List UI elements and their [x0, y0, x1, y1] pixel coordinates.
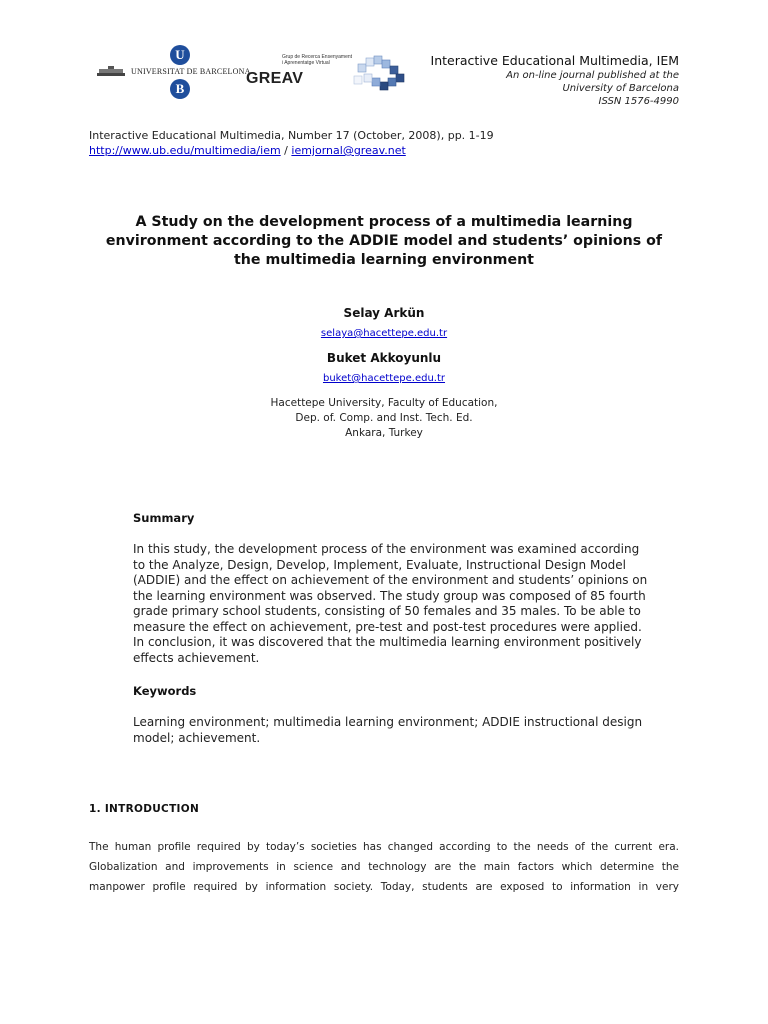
summary-heading: Summary	[133, 511, 195, 525]
citation-line: Interactive Educational Multimedia, Number 17 (October, 2008), pp. 1-19	[89, 129, 494, 142]
introduction-text: The human profile required by today’s societies has changed according to the needs of the current era. Globalization and improvements in science and technology are the main factors which determine the manpower profile required by information society. Today, students are exposed to information in very	[89, 841, 679, 893]
author-2	[0, 350, 768, 385]
greav-logo: GREAV	[246, 70, 304, 87]
author-email-link[interactable]: selaya@hacettepe.edu.tr	[320, 328, 448, 339]
keywords-text: Learning environment; multimedia learning environment; ADDIE instructional design model; achievement.	[133, 715, 643, 745]
summary-text: In this study, the development process of the environment was examined according to the Analyze, Design, Develop, Implement, Evaluate, Instructional Design Model (ADDIE) and the effect on achievement of the environment and students’ opinions on the learning environment was observed. The study group was composed of 85 fourth grade primary school students, consisting of 50 females and 35 males. To be able to measure the effect on achievement, pre-test and post-test procedures were applied. In conclusion, it was discovered that the multimedia learning environment positively effects achievement.	[133, 542, 648, 665]
ub-logo-b-icon: B	[170, 79, 190, 99]
journal-publisher: An on-line journal published at the	[506, 70, 679, 81]
greav-cubes-icon	[352, 54, 410, 94]
author-name: Buket Akkoyunlu	[326, 351, 442, 365]
author-email-link[interactable]: buket@hacettepe.edu.tr	[322, 373, 446, 384]
author-name: Selay Arkün	[343, 306, 425, 320]
paper-title: A Study on the development process of a multimedia learning environment according to the ADDIE model and students’ opinions of the multimedia learning environment	[105, 214, 663, 268]
keywords-heading: Keywords	[133, 684, 197, 698]
journal-email-link[interactable]: iemjornal@greav.net	[291, 144, 406, 157]
citation-links	[89, 143, 494, 158]
journal-title: Interactive Educational Multimedia, IEM	[430, 53, 679, 68]
ub-building-icon	[97, 66, 125, 76]
citation	[89, 128, 494, 158]
author-1	[0, 305, 768, 340]
journal-url-link[interactable]: http://www.ub.edu/multimedia/iem	[89, 144, 281, 157]
affiliation: Hacettepe University, Faculty of Education, Dep. of. Comp. and Inst. Tech. Ed. Ankara, Turkey	[270, 397, 498, 439]
introduction-heading: 1. INTRODUCTION	[89, 803, 200, 815]
journal-info	[431, 53, 679, 108]
journal-issn: ISSN 1576-4990	[598, 96, 679, 107]
university-name: UNIVERSITAT DE BARCELONA	[131, 67, 251, 76]
journal-university: University of Barcelona	[562, 83, 679, 94]
ub-logo-u-icon: U	[170, 45, 190, 65]
citation-separator: /	[280, 144, 292, 157]
greav-subtitle: Grup de Recerca Ensenyament i Aprenentatge Virtual	[282, 54, 353, 66]
